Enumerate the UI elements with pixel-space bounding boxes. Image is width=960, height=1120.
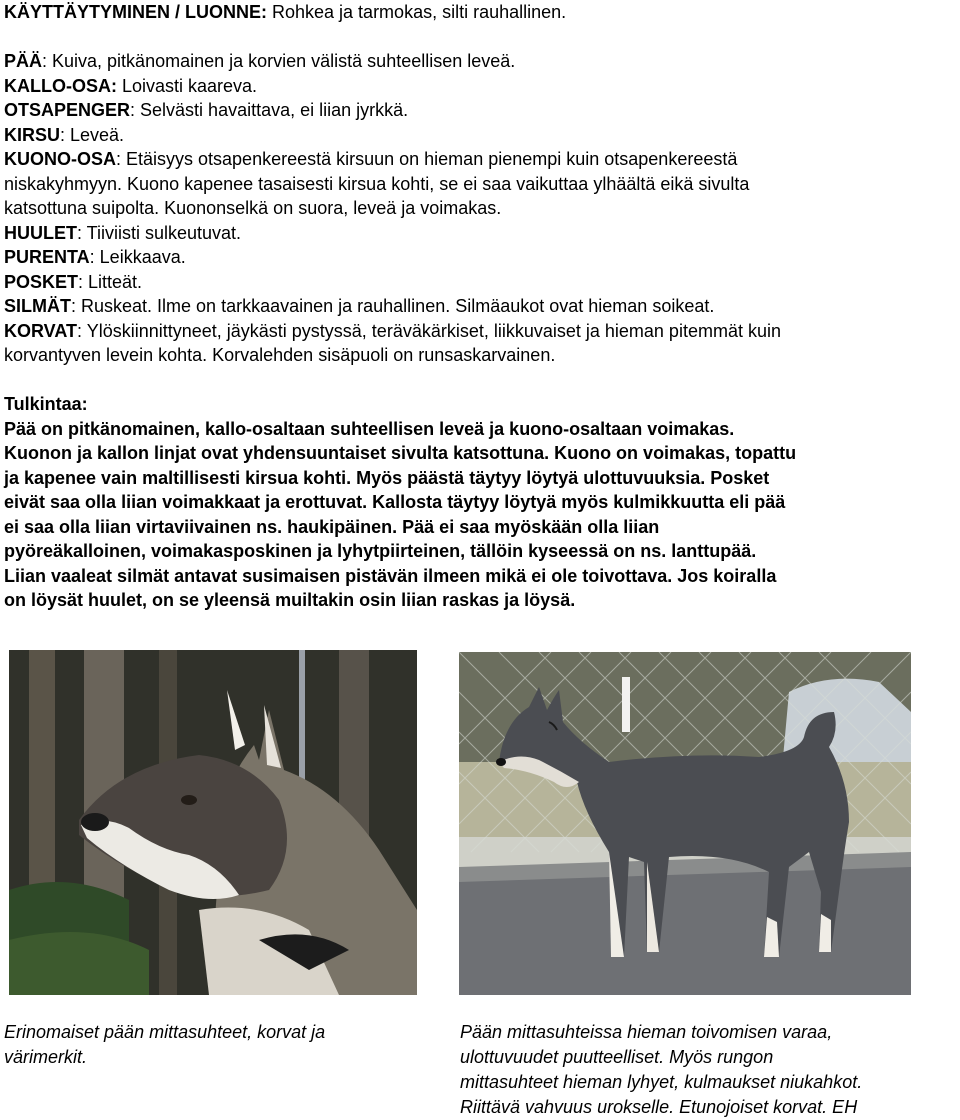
spacer [4, 368, 954, 393]
caption-line: mittasuhteet hieman lyhyet, kulmaukset niukahkot. [460, 1072, 863, 1092]
ears-line-2: korvantyven levein kohta. Korvalehden sisäpuoli on runsaskarvainen. [4, 345, 556, 365]
interpretation-line: pyöreäkalloinen, voimakasposkinen ja lyhytpiirteinen, tällöin kyseessä on ns. lanttupää. [4, 541, 757, 561]
interpretation-line: ja kapenee vain maltillisesti kirsua kohti. Myös päästä täytyy löytyä ulottuvuuksia. Posket [4, 467, 770, 488]
right-photo-caption [460, 1020, 955, 1120]
head-text: : Kuiva, pitkänomainen ja korvien välistä suhteellisen leveä. [42, 51, 516, 71]
caption-line: Erinomaiset pään mittasuhteet, korvat ja [4, 1022, 326, 1042]
caption-line: ulottuvuudet puutteelliset. Myös rungon [460, 1047, 774, 1067]
skull-text: Loivasti kaareva. [116, 75, 258, 96]
nose-label: KIRSU [4, 124, 61, 145]
caption-line: Pään mittasuhteissa hieman toivomisen varaa, [460, 1022, 833, 1042]
interpretation-heading: Tulkintaa: [4, 394, 88, 414]
cheeks-label: POSKET [4, 271, 79, 292]
nose-line [4, 123, 954, 148]
eyes-line [4, 294, 954, 319]
muzzle-line-3: katsottuna suipolta. Kuononselkä on suora, leveä ja voimakas. [4, 198, 502, 218]
muzzle-label: KUONO-OSA [4, 149, 116, 169]
bite-label: PURENTA [4, 247, 90, 267]
muzzle-line-2: niskakyhmyyn. Kuono kapenee tasaisesti kirsua kohti, se ei saa vaikuttaa ylhäältä eikä sivulta [4, 173, 750, 194]
head-label: PÄÄ [4, 51, 43, 71]
character-label: KÄYTTÄYTYMINEN / LUONNE: [4, 2, 267, 22]
interpretation-line: Liian vaaleat silmät antavat susimaisen pistävän ilmeen mikä ei ole toivottava. Jos koiralla [4, 565, 777, 586]
interpretation-line: ei saa olla liian virtaviivainen ns. haukipäinen. Pää ei saa myöskään olla liian [4, 516, 660, 537]
interpretation-line: on löysät huulet, on se yleensä muiltakin osin liian raskas ja löysä. [4, 590, 576, 610]
ears-line-1 [4, 319, 954, 344]
caption-line: värimerkit. [4, 1047, 88, 1067]
cheeks-text: : Litteät. [78, 271, 143, 292]
nose-text: : Leveä. [60, 124, 125, 145]
interpretation-line: Pää on pitkänomainen, kallo-osaltaan suhteellisen leveä ja kuono-osaltaan voimakas. [4, 418, 735, 439]
character-line [4, 0, 954, 25]
eyes-text: : Ruskeat. Ilme on tarkkaavainen ja rauhallinen. Silmäaukot ovat hieman soikeat. [71, 296, 715, 316]
skull-line [4, 74, 954, 99]
bite-line [4, 245, 954, 270]
ears-label: KORVAT [4, 320, 78, 341]
stop-label: OTSAPENGER [4, 100, 131, 120]
skull-label: KALLO-OSA: [4, 75, 117, 96]
character-text: Rohkea ja tarmokas, silti rauhallinen. [267, 2, 567, 22]
stop-text: : Selvästi havaittava, ei liian jyrkkä. [130, 100, 409, 120]
caption-line: Riittävä vahvuus urokselle. Etunojoiset korvat. EH [460, 1097, 858, 1117]
bite-text: : Leikkaava. [89, 247, 186, 267]
lips-text: : Tiiviisti sulkeutuvat. [77, 222, 242, 243]
head-line [4, 49, 954, 74]
stop-line [4, 98, 954, 123]
spacer [4, 25, 954, 50]
cheeks-line [4, 270, 954, 295]
dog-side-photo [459, 652, 911, 995]
left-photo-caption [4, 1020, 424, 1070]
interpretation-line: eivät saa olla liian voimakkaat ja erottuvat. Kallosta täytyy löytyä myös kulmikkuutta eli pää [4, 492, 786, 512]
muzzle-line-1 [4, 147, 954, 172]
interpretation-line: Kuonon ja kallon linjat ovat yhdensuuntaiset sivulta katsottuna. Kuono on voimakas, topattu [4, 443, 797, 463]
ears-text-1: : Ylöskiinnittyneet, jäykästi pystyssä, teräväkärkiset, liikkuvaiset ja hieman pitemmät kuin [77, 320, 781, 341]
eyes-label: SILMÄT [4, 296, 71, 316]
muzzle-text-1: : Etäisyys otsapenkereestä kirsuun on hieman pienempi kuin otsapenkereestä [116, 149, 738, 169]
lips-label: HUULET [4, 222, 77, 243]
dog-head-photo [9, 650, 417, 995]
lips-line [4, 221, 954, 246]
breed-standard-text [4, 0, 954, 613]
